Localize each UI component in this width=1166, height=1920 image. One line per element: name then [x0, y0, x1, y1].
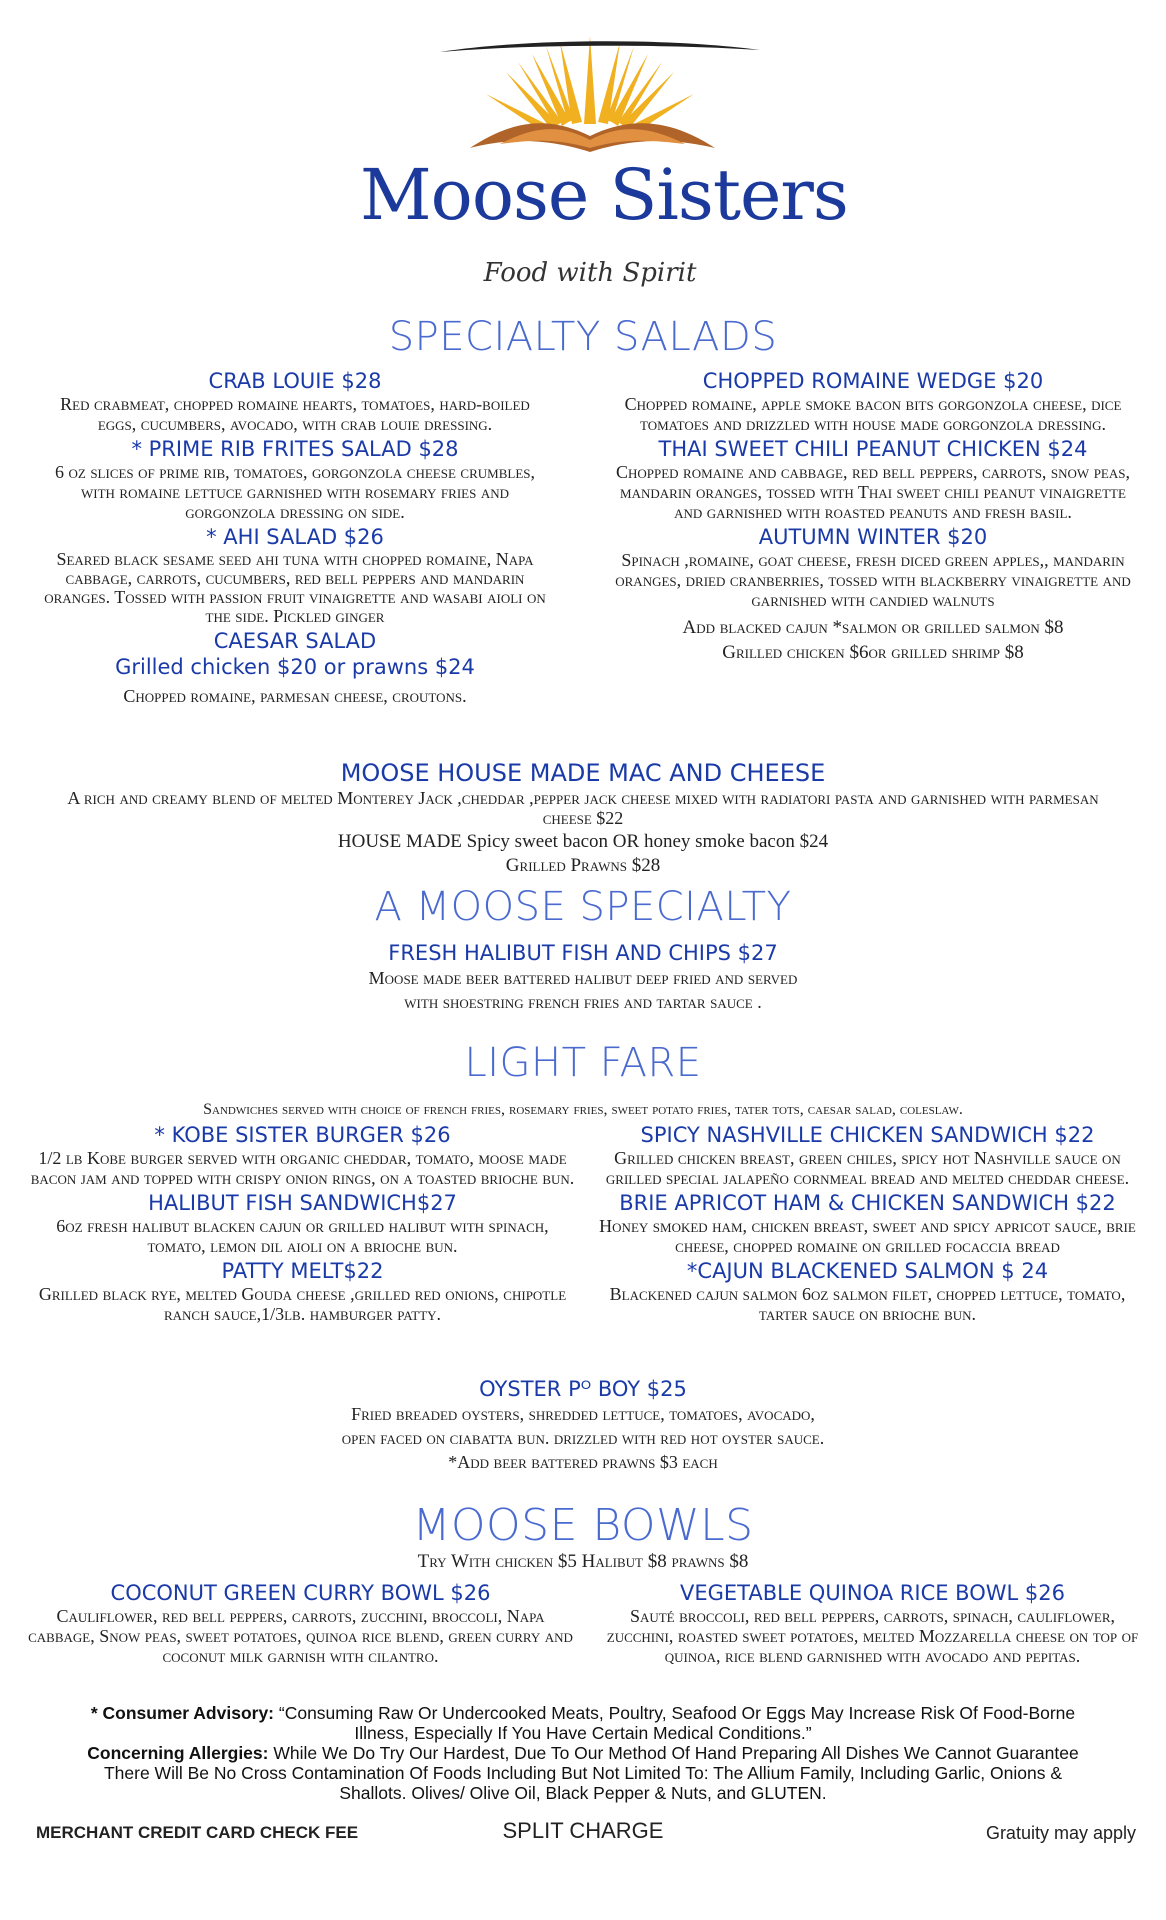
- item-title: PATTY MELT$22: [221, 1259, 384, 1283]
- item-title: CHOPPED ROMAINE WEDGE $20: [702, 369, 1044, 393]
- poboy-desc-line: Fried breaded oysters, shredded lettuce, tomatoes, avocado,: [351, 1404, 815, 1424]
- specialty-item-title: FRESH HALIBUT FISH AND CHIPS $27: [388, 941, 778, 965]
- salads-title: SPECIALTY SALADS: [388, 314, 778, 360]
- lightfare-left-column: [30, 1122, 575, 1326]
- item-desc: Chopped romaine and cabbage, red bell peppers, carrots, snow peas, mandarin oranges, tossed with Thai sweet chili peanut vinaigrette and garnished with roasted peanuts and fresh basil.: [615, 462, 1130, 522]
- menu-item: [30, 1190, 575, 1256]
- item-desc: Seared black sesame seed ahi tuna with chopped romaine, Napa cabbage, carrots, cucumbers, red bell peppers and mandarin oranges. Tossed with passion fruit vinaigrette and wasabi aioli on the side. Pickled ginger: [44, 549, 546, 626]
- consumer-advisory-text: [70, 1703, 1096, 1743]
- bowls-left-column: [28, 1580, 573, 1668]
- item-desc: Cauliflower, red bell peppers, carrots, zucchini, broccoli, Napa cabbage, Snow peas, sweet potatoes, quinoa rice blend, green curry and coconut milk garnish with cilantro.: [28, 1606, 573, 1666]
- item-desc: Sauté broccoli, red bell peppers, carrots, spinach, cauliflower, zucchini, roasted sweet potatoes, melted Mozzarella cheese on top of quinoa, rice blend garnished with avocado and pepitas.: [606, 1606, 1139, 1666]
- menu-item: [608, 436, 1138, 522]
- salads-right-column: [608, 368, 1138, 666]
- allergy-label: Concerning Allergies:: [87, 1743, 269, 1763]
- item-desc: 6oz fresh halibut blacken cajun or grilled halibut with spinach, tomato, lemon dil aioli on a brioche bun.: [56, 1216, 549, 1256]
- item-title: VEGETABLE QUINOA RICE BOWL $26: [680, 1581, 1065, 1605]
- mac-desc: A rich and creamy blend of melted Monterey Jack ,cheddar ,pepper jack cheese mixed with radiatori pasta and garnished with parmesan cheese $22: [67, 788, 1099, 828]
- consumer-advisory: [70, 1703, 1096, 1803]
- specialty-title: A MOOSE SPECIALTY: [374, 884, 792, 930]
- item-desc: Chopped romaine, parmesan cheese, croutons.: [123, 686, 467, 706]
- swoosh-icon: [440, 36, 760, 56]
- bowls-note: Try With chicken $5 Halibut $8 prawns $8: [417, 1551, 749, 1572]
- logo: [360, 36, 848, 288]
- brand-name: Moose Sisters: [360, 154, 848, 236]
- item-desc: Red crabmeat, chopped romaine hearts, tomatoes, hard-boiled eggs, cucumbers, avocado, with crab louie dressing.: [60, 394, 530, 434]
- menu-item: [608, 368, 1138, 434]
- item-desc: Spinach ,romaine, goat cheese, fresh diced green apples,, mandarin oranges, dried cranberries, tossed with blackberry vinaigrette and garnished with candied walnuts: [615, 550, 1131, 610]
- lightfare-title: LIGHT FARE: [464, 1040, 702, 1086]
- menu-item: [30, 1258, 575, 1324]
- specialty-desc-line: Moose made beer battered halibut deep fried and served: [368, 968, 798, 988]
- lightfare-note: Sandwiches served with choice of french fries, rosemary fries, sweet potato fries, tater tots, caesar salad, coleslaw.: [203, 1101, 963, 1118]
- menu-item: [595, 1258, 1140, 1324]
- item-title: HALIBUT FISH SANDWICH$27: [148, 1191, 457, 1215]
- menu-item: [40, 524, 550, 626]
- item-title: *CAJUN BLACKENED SALMON $ 24: [686, 1259, 1049, 1283]
- split-charge-note: SPLIT CHARGE: [502, 1818, 664, 1843]
- bowls-right-column: [600, 1580, 1145, 1668]
- item-desc: Chopped romaine, apple smoke bacon bits gorgonzola cheese, dice tomatoes and drizzled with house made gorgonzola dressing.: [624, 394, 1122, 434]
- specialty-block: [30, 940, 1136, 1016]
- item-subtitle: Grilled chicken $20 or prawns $24: [115, 655, 475, 679]
- bowls-note-block: [30, 1552, 1136, 1574]
- salad-addon: Add blacked cajun *salmon or grilled salmon $8: [682, 617, 1064, 638]
- item-desc: 6 oz slices of prime rib, tomatoes, gorgonzola cheese crumbles, with romaine lettuce garnished with rosemary fries and gorgonzola dressing on side.: [54, 462, 535, 522]
- specialty-desc-line: with shoestring french fries and tartar sauce .: [404, 992, 762, 1012]
- mac-prawns-option: Grilled Prawns $28: [505, 855, 661, 876]
- item-title: COCONUT GREEN CURRY BOWL $26: [110, 1581, 491, 1605]
- mac-title: MOOSE HOUSE MADE MAC AND CHEESE: [340, 759, 826, 787]
- menu-item: [595, 1190, 1140, 1256]
- item-title: CAESAR SALAD: [213, 629, 377, 653]
- advisory-body: “Consuming Raw Or Undercooked Meats, Poultry, Seafood Or Eggs May Increase Risk Of Food-Borne Illness, Especially If You Have Certain Medical Conditions.”: [274, 1703, 1076, 1743]
- item-desc: Honey smoked ham, chicken breast, sweet and spicy apricot sauce, brie cheese, chopped romaine on grilled focaccia bread: [599, 1216, 1136, 1256]
- salads-left-column: [40, 368, 550, 708]
- lightfare-right-column: [595, 1122, 1140, 1326]
- mac-block: [30, 758, 1136, 879]
- allergy-body: While We Do Try Our Hardest, Due To Our Method Of Hand Preparing All Dishes We Cannot Guarantee There Will Be No Cross Contamination Of Foods Including But Not Limited To: The Allium Family, Including Garlic, Onions & Shallots. Olives/ Olive Oil, Black Pepper & Nuts, and GLUTEN.: [103, 1743, 1079, 1803]
- menu-item: [595, 1122, 1140, 1188]
- salad-addon: Grilled chicken $6or grilled shrimp $8: [722, 642, 1024, 663]
- item-desc: Grilled black rye, melted Gouda cheese ,grilled red onions, chipotle ranch sauce,1/3lb. hamburger patty.: [38, 1284, 567, 1324]
- item-desc: 1/2 lb Kobe burger served with organic cheddar, tomato, moose made bacon jam and topped with crispy onion rings, on a toasted brioche bun.: [30, 1148, 575, 1188]
- poboy-desc-line: open faced on ciabatta bun. drizzled with red hot oyster sauce.: [341, 1428, 825, 1448]
- item-desc: Grilled chicken breast, green chiles, spicy hot Nashville sauce on grilled special jalapeño cornmeal bread and melted cheddar cheese.: [605, 1148, 1130, 1188]
- menu-item: [30, 1122, 575, 1188]
- item-title: SPICY NASHVILLE CHICKEN SANDWICH $22: [640, 1123, 1095, 1147]
- mac-bacon-option: HOUSE MADE Spicy sweet bacon OR honey smoke bacon $24: [337, 831, 829, 852]
- poboy-block: [30, 1376, 1136, 1476]
- menu-item: [40, 436, 550, 522]
- poboy-title: OYSTER Pᴼ BOY $25: [479, 1377, 687, 1401]
- advisory-label: * Consumer Advisory:: [90, 1703, 275, 1723]
- item-title: * KOBE SISTER BURGER $26: [154, 1123, 451, 1147]
- allergy-notice: [70, 1743, 1096, 1803]
- poboy-addon: *Add beer battered prawns $3 each: [448, 1452, 718, 1472]
- item-title: AUTUMN WINTER $20: [758, 525, 988, 549]
- lightfare-note-block: [30, 1100, 1136, 1122]
- menu-item: [608, 524, 1138, 610]
- brand-tagline: Food with Spirit: [483, 258, 697, 288]
- menu-item: [40, 368, 550, 434]
- bowls-title: MOOSE BOWLS: [412, 1500, 754, 1551]
- menu-item: [40, 628, 550, 706]
- item-desc: Blackened cajun salmon 6oz salmon filet, chopped lettuce, tomato, tarter sauce on brioche bun.: [609, 1284, 1126, 1324]
- item-title: * AHI SALAD $26: [206, 525, 384, 549]
- gratuity-note: Gratuity may apply: [985, 1823, 1136, 1843]
- item-title: * PRIME RIB FRITES SALAD $28: [131, 437, 459, 461]
- item-title: BRIE APRICOT HAM & CHICKEN SANDWICH $22: [619, 1191, 1116, 1215]
- item-title: CRAB LOUIE $28: [208, 369, 382, 393]
- item-title: THAI SWEET CHILI PEANUT CHICKEN $24: [658, 437, 1088, 461]
- credit-card-fee-note: MERCHANT CREDIT CARD CHECK FEE: [36, 1823, 359, 1842]
